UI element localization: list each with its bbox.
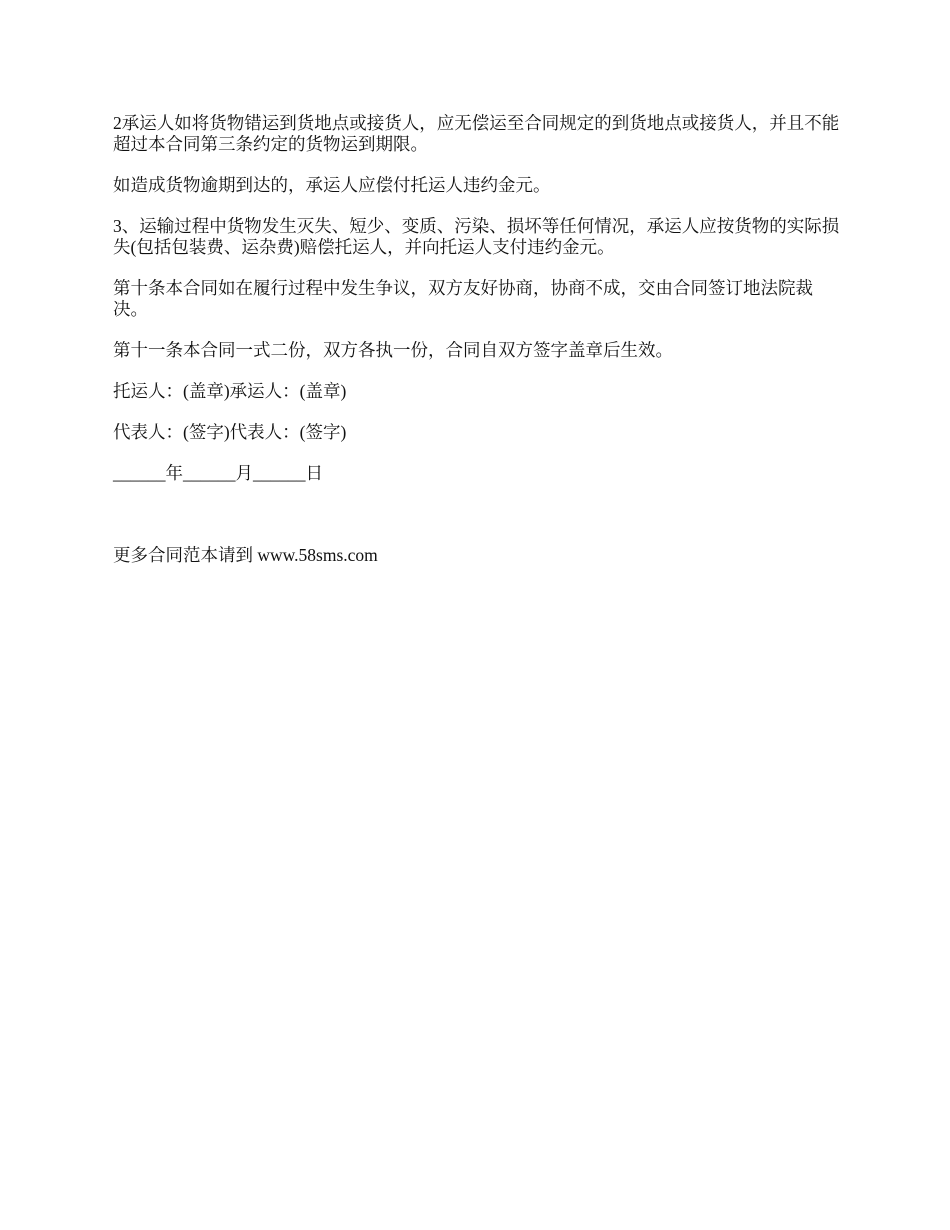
representative-signature-line: 代表人：(签字)代表人：(签字) xyxy=(113,422,347,442)
document-body xyxy=(113,113,843,484)
loss-compensation-paragraph: 3、运输过程中货物发生灭失、短少、变质、污染、损坏等任何情况，承运人应按货物的实际损失(包括包装费、运杂费)赔偿托运人，并向托运人支付违约金元。 xyxy=(113,216,840,257)
article-ten-dispute-paragraph: 第十条本合同如在履行过程中发生争议，双方友好协商，协商不成，交由合同签订地法院裁决。 xyxy=(113,278,813,319)
article-eleven-copies-paragraph: 第十一条本合同一式二份，双方各执一份，合同自双方签字盖章后生效。 xyxy=(113,340,673,360)
overdue-penalty-paragraph: 如造成货物逾期到达的，承运人应偿付托运人违约金元。 xyxy=(113,175,551,195)
clause-misdelivery-paragraph: 2承运人如将货物错运到货地点或接货人，应无偿运至合同规定的到货地点或接货人，并且不能超过本合同第三条约定的货物运到期限。 xyxy=(113,113,840,154)
shipper-carrier-seal-line: 托运人：(盖章)承运人：(盖章) xyxy=(113,381,347,401)
date-line: ______年______月______日 xyxy=(113,463,323,483)
footer-more-templates-text: 更多合同范本请到 www.58sms.com xyxy=(113,545,378,565)
